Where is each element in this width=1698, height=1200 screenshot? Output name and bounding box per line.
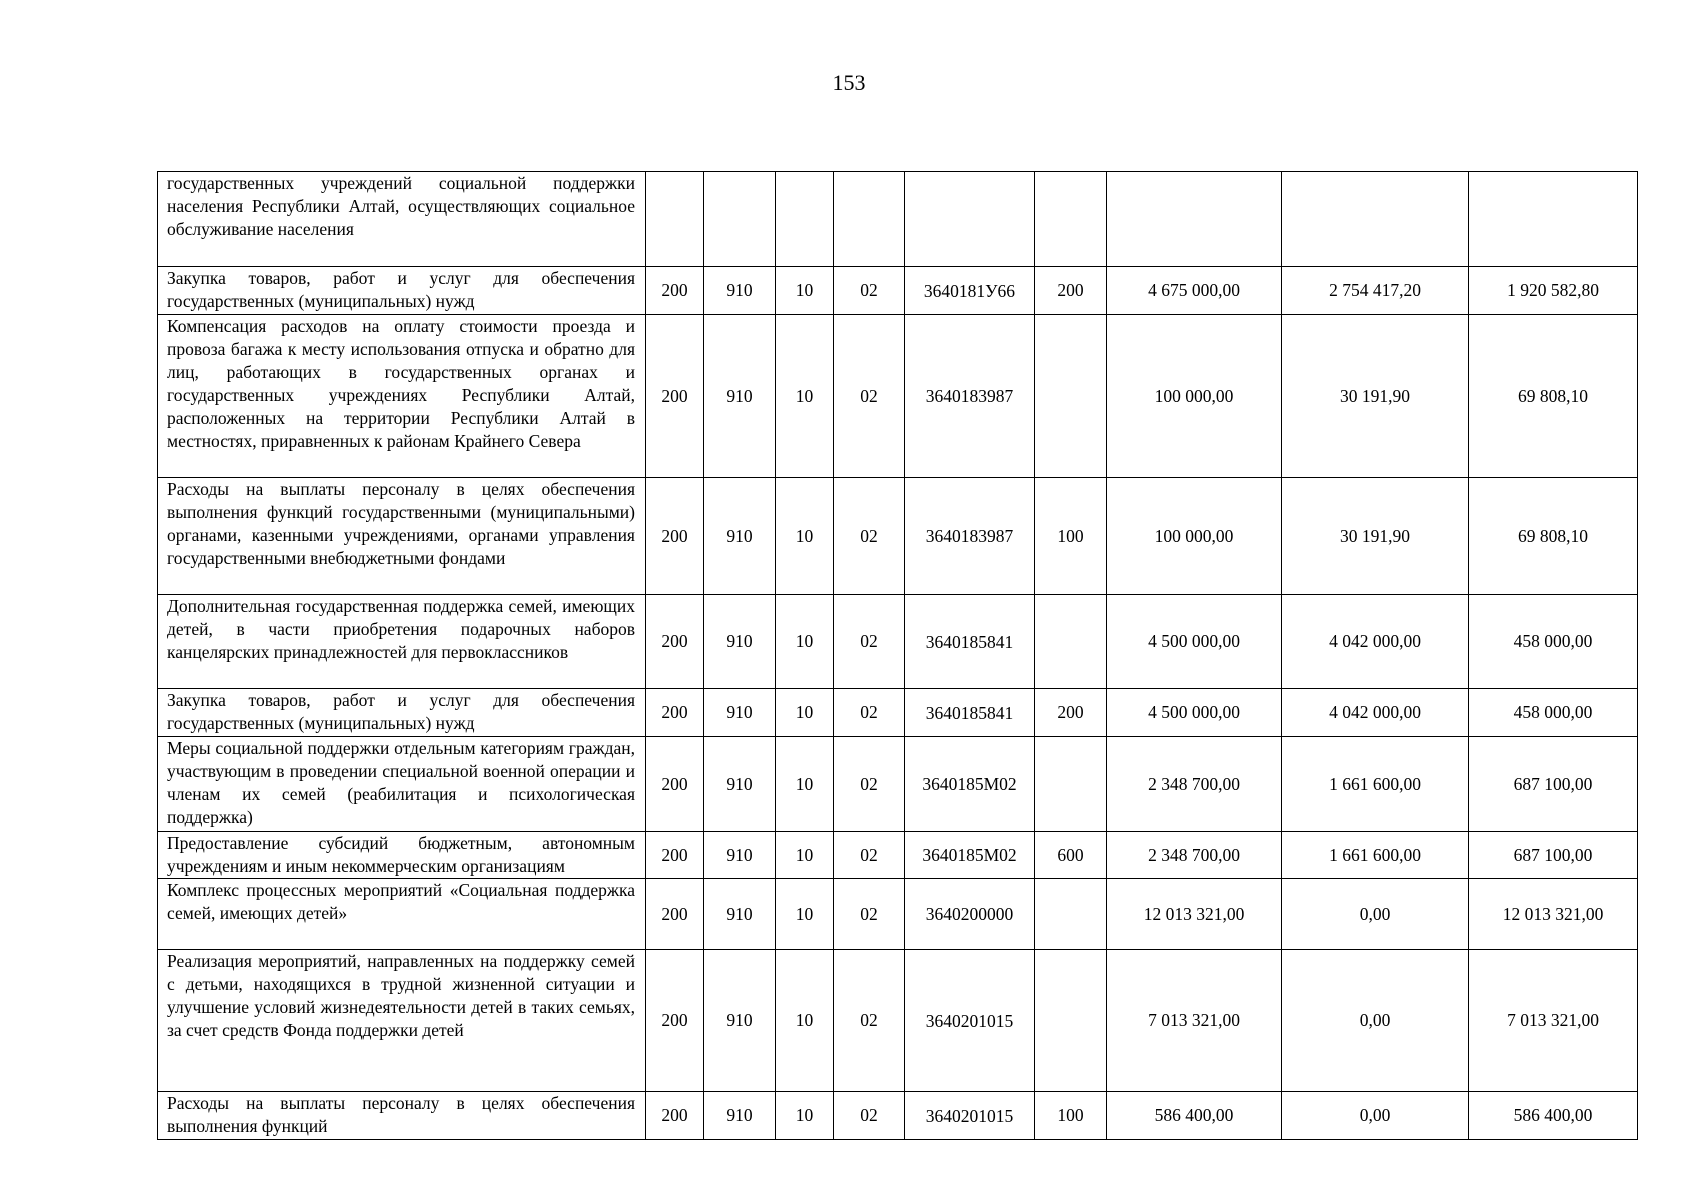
- remaining-amount-cell: 7 013 321,00: [1469, 950, 1638, 1092]
- expense-type-cell: [1035, 737, 1107, 832]
- section-cell: 10: [776, 689, 834, 737]
- code-cell: 200: [646, 737, 704, 832]
- approved-amount-cell: 7 013 321,00: [1107, 950, 1282, 1092]
- description-cell: Меры социальной поддержки отдельным категориям граждан, участвующим в проведении специальной военной операции и членам их семей (реабилитация и психологическая поддержка): [158, 737, 646, 832]
- executed-amount-cell: 4 042 000,00: [1282, 689, 1469, 737]
- executed-amount-cell: 0,00: [1282, 879, 1469, 950]
- section-cell: [776, 172, 834, 267]
- table-row: [158, 689, 1638, 737]
- code-cell: 200: [646, 595, 704, 689]
- description-cell: Расходы на выплаты персоналу в целях обеспечения выполнения функций государственными (муниципальными) органами, казенными учреждениями, органами управления государственными внебюджетными фондами: [158, 478, 646, 595]
- expense-type-cell: 200: [1035, 267, 1107, 315]
- subsection-cell: 02: [834, 478, 905, 595]
- expense-type-cell: [1035, 172, 1107, 267]
- table-row: [158, 832, 1638, 879]
- approved-amount-cell: 2 348 700,00: [1107, 737, 1282, 832]
- table-row: [158, 950, 1638, 1092]
- description-cell: государственных учреждений социальной поддержки населения Республики Алтай, осуществляющих социальное обслуживание населения: [158, 172, 646, 267]
- ministry-code-cell: 910: [704, 879, 776, 950]
- executed-amount-cell: 1 661 600,00: [1282, 832, 1469, 879]
- ministry-code-cell: 910: [704, 267, 776, 315]
- ministry-code-cell: 910: [704, 737, 776, 832]
- remaining-amount-cell: [1469, 172, 1638, 267]
- target-article-cell: 3640185841: [905, 689, 1035, 737]
- ministry-code-cell: 910: [704, 832, 776, 879]
- executed-amount-cell: [1282, 172, 1469, 267]
- code-cell: 200: [646, 879, 704, 950]
- code-cell: 200: [646, 1092, 704, 1140]
- remaining-amount-cell: 1 920 582,80: [1469, 267, 1638, 315]
- code-cell: 200: [646, 950, 704, 1092]
- target-article-cell: 3640183987: [905, 478, 1035, 595]
- executed-amount-cell: 30 191,90: [1282, 478, 1469, 595]
- expense-type-cell: 100: [1035, 478, 1107, 595]
- remaining-amount-cell: 458 000,00: [1469, 689, 1638, 737]
- code-cell: 200: [646, 832, 704, 879]
- subsection-cell: 02: [834, 1092, 905, 1140]
- subsection-cell: 02: [834, 689, 905, 737]
- target-article-cell: 3640185841: [905, 595, 1035, 689]
- target-article-cell: 3640181У66: [905, 267, 1035, 315]
- remaining-amount-cell: 687 100,00: [1469, 737, 1638, 832]
- table-row: [158, 267, 1638, 315]
- description-cell: Реализация мероприятий, направленных на поддержку семей с детьми, находящихся в трудной жизненной ситуации и улучшение условий жизнедеятельности детей в таких семьях, за счет средств Фонда поддержки детей: [158, 950, 646, 1092]
- executed-amount-cell: 0,00: [1282, 950, 1469, 1092]
- budget-table: [157, 171, 1638, 1140]
- table-row: [158, 595, 1638, 689]
- section-cell: 10: [776, 315, 834, 478]
- section-cell: 10: [776, 478, 834, 595]
- expense-type-cell: 200: [1035, 689, 1107, 737]
- section-cell: 10: [776, 1092, 834, 1140]
- description-cell: Дополнительная государственная поддержка семей, имеющих детей, в части приобретения подарочных наборов канцелярских принадлежностей для первоклассников: [158, 595, 646, 689]
- ministry-code-cell: 910: [704, 1092, 776, 1140]
- expense-type-cell: [1035, 315, 1107, 478]
- target-article-cell: 3640201015: [905, 1092, 1035, 1140]
- approved-amount-cell: 586 400,00: [1107, 1092, 1282, 1140]
- section-cell: 10: [776, 595, 834, 689]
- subsection-cell: 02: [834, 950, 905, 1092]
- code-cell: [646, 172, 704, 267]
- table-row: [158, 1092, 1638, 1140]
- table-row: [158, 478, 1638, 595]
- executed-amount-cell: 0,00: [1282, 1092, 1469, 1140]
- remaining-amount-cell: 69 808,10: [1469, 478, 1638, 595]
- table-row: [158, 172, 1638, 267]
- description-cell: Комплекс процессных мероприятий «Социальная поддержка семей, имеющих детей»: [158, 879, 646, 950]
- target-article-cell: 3640185М02: [905, 832, 1035, 879]
- approved-amount-cell: 100 000,00: [1107, 478, 1282, 595]
- approved-amount-cell: 2 348 700,00: [1107, 832, 1282, 879]
- page-number: 153: [832, 70, 866, 95]
- approved-amount-cell: 4 500 000,00: [1107, 595, 1282, 689]
- expense-type-cell: [1035, 879, 1107, 950]
- expense-type-cell: [1035, 950, 1107, 1092]
- code-cell: 200: [646, 267, 704, 315]
- target-article-cell: 3640201015: [905, 950, 1035, 1092]
- ministry-code-cell: 910: [704, 478, 776, 595]
- target-article-cell: [905, 172, 1035, 267]
- remaining-amount-cell: 586 400,00: [1469, 1092, 1638, 1140]
- description-cell: Закупка товаров, работ и услуг для обеспечения государственных (муниципальных) нужд: [158, 267, 646, 315]
- remaining-amount-cell: 12 013 321,00: [1469, 879, 1638, 950]
- code-cell: 200: [646, 689, 704, 737]
- subsection-cell: 02: [834, 879, 905, 950]
- executed-amount-cell: 2 754 417,20: [1282, 267, 1469, 315]
- description-cell: Компенсация расходов на оплату стоимости проезда и провоза багажа к месту использования отпуска и обратно для лиц, работающих в государственных органах и государственных учреждениях Республики Алтай, расположенных на территории Республики Алтай в местностях, приравненных к районам Крайнего Севера: [158, 315, 646, 478]
- ministry-code-cell: 910: [704, 315, 776, 478]
- section-cell: 10: [776, 737, 834, 832]
- subsection-cell: 02: [834, 832, 905, 879]
- section-cell: 10: [776, 950, 834, 1092]
- subsection-cell: 02: [834, 595, 905, 689]
- expense-type-cell: 100: [1035, 1092, 1107, 1140]
- code-cell: 200: [646, 478, 704, 595]
- subsection-cell: 02: [834, 315, 905, 478]
- approved-amount-cell: 12 013 321,00: [1107, 879, 1282, 950]
- remaining-amount-cell: 69 808,10: [1469, 315, 1638, 478]
- description-cell: Закупка товаров, работ и услуг для обеспечения государственных (муниципальных) нужд: [158, 689, 646, 737]
- table-row: [158, 879, 1638, 950]
- expense-type-cell: 600: [1035, 832, 1107, 879]
- target-article-cell: 3640185М02: [905, 737, 1035, 832]
- code-cell: 200: [646, 315, 704, 478]
- ministry-code-cell: 910: [704, 950, 776, 1092]
- executed-amount-cell: 30 191,90: [1282, 315, 1469, 478]
- subsection-cell: [834, 172, 905, 267]
- approved-amount-cell: 4 500 000,00: [1107, 689, 1282, 737]
- ministry-code-cell: 910: [704, 689, 776, 737]
- subsection-cell: 02: [834, 267, 905, 315]
- section-cell: 10: [776, 267, 834, 315]
- table-row: [158, 737, 1638, 832]
- remaining-amount-cell: 687 100,00: [1469, 832, 1638, 879]
- description-cell: Предоставление субсидий бюджетным, автономным учреждениям и иным некоммерческим организациям: [158, 832, 646, 879]
- target-article-cell: 3640183987: [905, 315, 1035, 478]
- executed-amount-cell: 1 661 600,00: [1282, 737, 1469, 832]
- section-cell: 10: [776, 879, 834, 950]
- remaining-amount-cell: 458 000,00: [1469, 595, 1638, 689]
- target-article-cell: 3640200000: [905, 879, 1035, 950]
- table-body: [158, 172, 1638, 1140]
- table-row: [158, 315, 1638, 478]
- executed-amount-cell: 4 042 000,00: [1282, 595, 1469, 689]
- description-cell: Расходы на выплаты персоналу в целях обеспечения выполнения функций: [158, 1092, 646, 1140]
- section-cell: 10: [776, 832, 834, 879]
- approved-amount-cell: 100 000,00: [1107, 315, 1282, 478]
- ministry-code-cell: [704, 172, 776, 267]
- expense-type-cell: [1035, 595, 1107, 689]
- approved-amount-cell: [1107, 172, 1282, 267]
- ministry-code-cell: 910: [704, 595, 776, 689]
- subsection-cell: 02: [834, 737, 905, 832]
- approved-amount-cell: 4 675 000,00: [1107, 267, 1282, 315]
